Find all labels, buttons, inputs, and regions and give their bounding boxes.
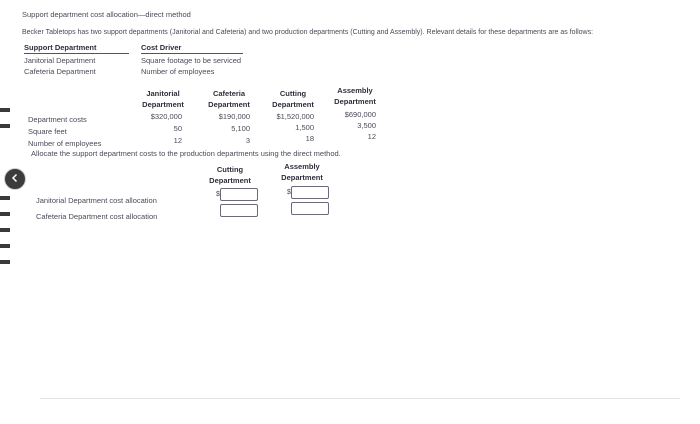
alloc-row-label: Cafeteria Department cost allocation	[36, 212, 158, 221]
table-cell: $690,000	[344, 110, 376, 119]
table-cell: $1,520,000	[276, 112, 314, 121]
driver-row-dept: Cafeteria Department	[24, 67, 96, 76]
col-header-cutting: Department	[272, 100, 314, 109]
edge-bar	[0, 244, 10, 248]
driver-row-dept: Janitorial Department	[24, 56, 96, 65]
problem-title: Support department cost allocation—direct method	[22, 10, 191, 19]
currency-symbol: $	[287, 189, 291, 196]
currency-symbol: $	[216, 191, 220, 198]
alloc-row-label: Janitorial Department cost allocation	[36, 196, 157, 205]
driver-row-driver: Square footage to be serviced	[141, 56, 242, 65]
table-cell: 18	[305, 134, 314, 143]
edge-bar	[0, 196, 10, 200]
edge-bar	[0, 108, 10, 112]
janitorial-cutting-input[interactable]	[220, 188, 258, 201]
alloc-header-assembly: Department	[281, 173, 323, 182]
table-cell: 1,500	[295, 123, 314, 132]
underline	[24, 53, 129, 54]
row-label: Square feet	[28, 127, 67, 136]
table-cell: $190,000	[218, 112, 250, 121]
table-cell: $320,000	[150, 112, 182, 121]
chevron-left-icon	[10, 170, 20, 188]
row-label: Department costs	[28, 115, 87, 124]
driver-row-driver: Number of employees	[141, 67, 215, 76]
col-header-cafeteria: Cafeteria	[212, 89, 246, 98]
back-button[interactable]	[4, 168, 26, 190]
table-cell: 5,100	[231, 124, 250, 133]
edge-bar	[0, 212, 10, 216]
col-header-assembly: Assembly	[337, 86, 373, 95]
table-cell: 12	[367, 132, 376, 141]
cafeteria-cutting-input[interactable]	[220, 204, 258, 217]
table-cell: 12	[173, 136, 182, 145]
table-cell: 3,500	[357, 121, 376, 130]
alloc-header-cutting: Cutting	[216, 165, 244, 174]
problem-intro: Becker Tabletops has two support departments (Janitorial and Cafeteria) and two production departments (Cutting and Assembly). Relevant details for these departments are as follows:	[22, 29, 594, 36]
col-header-assembly: Department	[334, 97, 376, 106]
divider	[40, 398, 680, 399]
col-header-janitorial: Department	[142, 100, 184, 109]
drivers-header-dept: Support Department	[24, 43, 97, 52]
allocation-instruction: Allocate the support department costs to the production departments using the direct method.	[31, 149, 341, 158]
drivers-header-driver: Cost Driver	[141, 43, 182, 52]
edge-bar	[0, 124, 10, 128]
col-header-cafeteria: Department	[208, 100, 250, 109]
edge-bar	[0, 228, 10, 232]
row-label: Number of employees	[28, 139, 102, 148]
table-cell: 50	[173, 124, 182, 133]
table-cell: 3	[245, 136, 250, 145]
col-header-cutting: Cutting	[279, 89, 307, 98]
janitorial-assembly-input[interactable]	[291, 186, 329, 199]
cafeteria-assembly-input[interactable]	[291, 202, 329, 215]
col-header-janitorial: Janitorial	[146, 89, 180, 98]
edge-bar	[0, 260, 10, 264]
underline	[141, 53, 243, 54]
alloc-header-cutting: Department	[209, 176, 251, 185]
alloc-header-assembly: Assembly	[284, 162, 320, 171]
